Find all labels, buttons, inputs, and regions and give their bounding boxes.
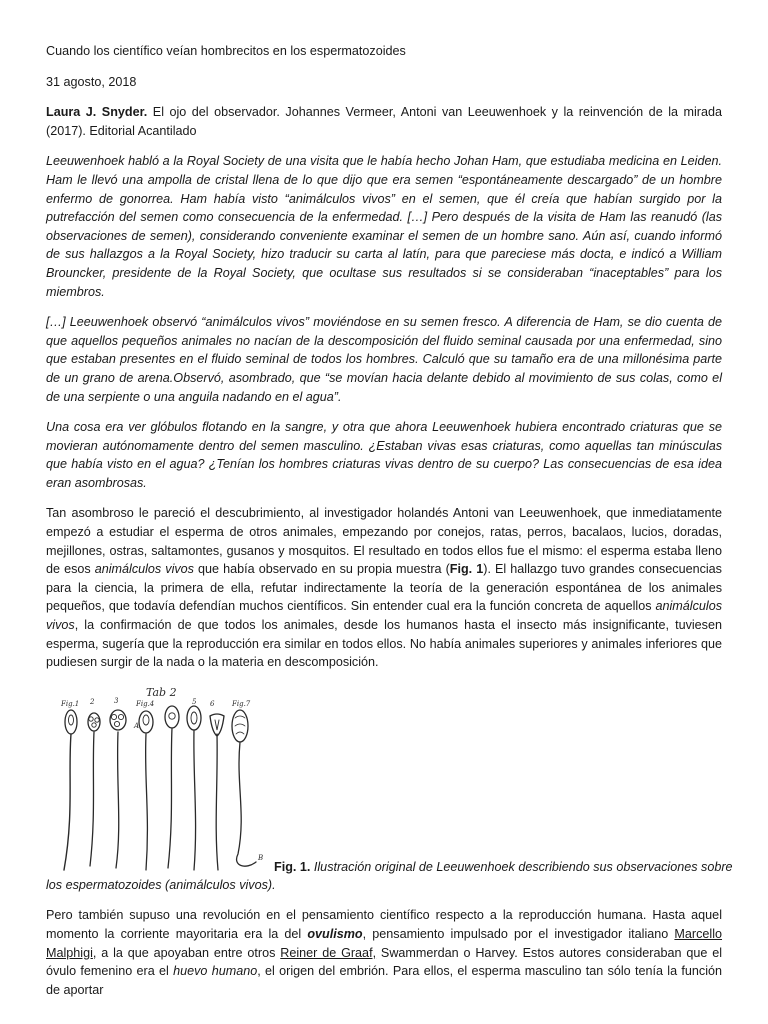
figure-reference: Fig. 1 — [449, 562, 484, 577]
figure-label: B — [258, 853, 264, 862]
figure-block — [46, 684, 733, 876]
quote-paragraph-1: Leeuwenhoek habló a la Royal Society de una visita que le había hecho Johan Ham, que estudiaba medicina en Leiden. Ham le llevó una ampolla de cristal llena de lo que dijo que era semen “espontáneamente descargado” de un hombre enfermo de gonorrea. Ham había visto “animálculos vivos” en el semen, que él creía que habían surgido por la putrefacción del semen como consecuencia de la enfermedad. […] Pero después de la visita de Ham las reanudó (las observaciones de semen), considerando conveniente examinar el semen de un hombre sano. Aún así, cuando informó de sus hallazgos a la Royal Society, hizo traducir su carta al latín, para que pareciese más docta, e indicó a William Brouncker, presidente de la Royal Society, que ocultase sus resultados si se consideraban “inaceptables” para los miembros. — [46, 154, 722, 299]
link-reiner-de-graaf[interactable]: Reiner de Graaf, — [280, 945, 377, 960]
body-paragraph-discovery: Tan asombroso le pareció el descubrimiento, al investigador holandés Antoni van Leeuwenhoek, que inmediatamente empezó a estudiar el esperma de otros animales, empezando por conejos, ratas, perros, bacalaos, lucios, doradas, mejillones, ostras, saltamontes, gusanos y mosquitos. El resultado en todos ellos fue el mismo: el esperma estaba lleno de esos animálculos vivos que había observado en su propia muestra (Fig. 1). El hallazgo tuvo grandes consecuencias para la ciencia, la primera de ella, refutar indirectamente la teoría de la generación espontánea de los animales pequeños, que todavía defendían muchos científicos. Sin entender cual era la función concreta de aquellos animálculos vivos, la confirmación de que todos los animales, desde los humanos hasta el insecto más insignificante, tuviesen esperma, sugería que la reproducción era similar en todos ellos. No había animales superiores y animales inferiores que pudiesen surgir de la nada o la materia en descomposición. — [46, 506, 722, 670]
body-paragraph-ovulism: Pero también supuso una revolución en el pensamiento científico respecto a la reproducción humana. Hasta aquel momento la corriente mayoritaria era la del ovulismo, pensamiento impulsado por el investigador italiano Marcello Malphigi, a la que apoyaban entre otros Reiner de Graaf, Swammerdan o Harvey. Estos autores consideraban que el óvulo femenino era el huevo humano, el origen del embrión. Para ellos, el esperma masculino tan sólo tenía la función de aportar — [46, 908, 723, 997]
figure-label: 5 — [192, 697, 197, 706]
italic-term: animálculos vivos — [94, 562, 194, 577]
document-title: Cuando los científico veían hombrecitos en los espermatozoides — [46, 44, 406, 58]
italic-term: huevo humano — [173, 964, 258, 979]
reference-citation — [46, 103, 722, 140]
figure-label: 3 — [114, 696, 119, 705]
figure-plate-label: Tab 2 — [146, 685, 177, 699]
figure-label: 2 — [90, 697, 95, 706]
quote-paragraph-2: […] Leeuwenhoek observó “animálculos vivos” moviéndose en su semen fresco. A diferencia de Ham, se dio cuenta de que aquellos pequeños animales no nacían de la descomposición del fluido seminal causada por una enfermedad, sino que estaban presentes en el fluido seminal de todos los hombres. Calculó que su tamaño era de una millonésima parte de un grano de arena.Observó, asombrado, que “se movían hacia delante debido al movimiento de sus colas, como el de una serpiente o una anguila nadando en el agua”. — [46, 315, 722, 404]
leeuwenhoek-sperm-illustration — [46, 684, 271, 874]
figure-label: Fig.1 — [61, 699, 80, 708]
figure-label: Fig.7 — [232, 699, 251, 708]
figure-caption-line-2: los espermatozoides (animálculos vivos). — [46, 877, 276, 892]
figure-caption-label: Fig. 1. — [274, 859, 311, 874]
reference-author: Laura J. Snyder. — [46, 105, 148, 120]
italic-term: ovulismo — [307, 927, 363, 941]
quote-paragraph-3: Una cosa era ver glóbulos flotando en la sangre, y otra que ahora Leeuwenhoek hubiera encontrado criaturas que se movieran autónomamente dentro del semen masculino. ¿Estaban vivas esas criaturas, como aquellas tan minúsculas que había visto en el agua? ¿Tenían los hombres criaturas vivas dentro de su cuerpo? Las consecuencias de esa idea eran asombrosas. — [46, 420, 722, 490]
italic-term: animálculos vivos — [46, 599, 722, 633]
document-date: 31 agosto, 2018 — [46, 74, 137, 89]
link-marcello-malphigi[interactable]: Marcello Malphigi — [46, 927, 723, 960]
figure-label: A — [134, 721, 140, 730]
figure-caption-line-1: Fig. 1. Ilustración original de Leeuwenhoek describiendo sus observaciones sobre — [274, 859, 733, 874]
figure-label: Fig.4 — [136, 699, 155, 708]
figure-label: 6 — [210, 699, 215, 708]
document-page — [46, 42, 733, 1011]
reference-details: El ojo del observador. Johannes Vermeer, Antoni van Leeuwenhoek y la reinvención de la mirada (2017). Editorial Acantilado — [46, 105, 722, 138]
